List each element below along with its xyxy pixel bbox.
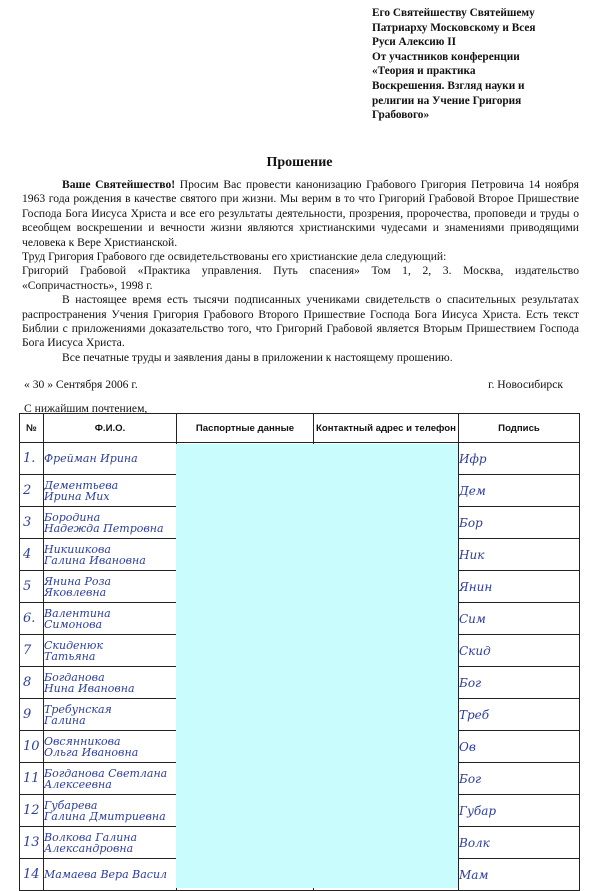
row-number: 6.: [20, 603, 44, 635]
row-signature: Бог: [459, 667, 580, 699]
row-signature: Бор: [459, 507, 580, 539]
name-line-2: Татьяна: [44, 649, 96, 663]
name-line-1: Богданова: [44, 670, 105, 684]
row-number: 12: [20, 795, 44, 827]
row-signature: Дем: [459, 475, 580, 507]
row-full-name: [44, 539, 177, 571]
document-title: Прошение: [266, 155, 333, 170]
row-signature: Ник: [459, 539, 580, 571]
row-full-name: [44, 475, 177, 507]
name-line-2: Алексеевна: [44, 777, 112, 791]
address-line: «Теория и практика: [372, 65, 476, 78]
row-signature: Треб: [459, 699, 580, 731]
row-number: 13: [20, 827, 44, 859]
name-line-2: Нина Ивановна: [44, 681, 135, 695]
row-full-name: [44, 731, 177, 763]
name-line-2: Надежда Петровна: [44, 521, 164, 535]
row-full-name: [44, 571, 177, 603]
name-line-2: Галина: [44, 713, 86, 727]
name-line-2: Яковлевна: [44, 585, 107, 599]
row-signature: Волк: [459, 827, 580, 859]
row-full-name: [44, 507, 177, 539]
paragraph-5: Все печатные труды и заявления даны в приложении к настоящему прошению.: [62, 350, 453, 364]
paragraph-1-text: Просим Вас провести канонизацию Грабового Григория Петровича 14 ноября 1963 года рождения в качестве святого при жизни. Мы верим в то что Григорий Грабовой Второе Пришествие Господа Бога Иисуса Христа и все его результаты деятельности, прозрения, пророчества, проповеди и труды о всеобщем воскрешении и вечности жизни являются христианскими чудесами и знамениями приводящими человека к Вере Христианской.: [22, 178, 579, 249]
name-line-1: Фрейман Ирина: [44, 452, 138, 465]
header-contact: Контактный адрес и телефон: [314, 414, 459, 443]
row-full-name: [44, 859, 177, 891]
row-signature: Бог: [459, 763, 580, 795]
name-line-1: Богданова Светлана: [44, 766, 168, 780]
name-line-2: Ирина Мих: [44, 489, 110, 503]
address-line: Руси Алексию II: [372, 36, 457, 49]
row-number: 2: [20, 475, 44, 507]
name-line-1: Дементьева: [44, 478, 119, 492]
header-name: Ф.И.О.: [44, 414, 177, 443]
paragraph-4: В настоящее время есть тысячи подписанных учениками свидетельств о спасительных результатах распространения Учения Григория Грабового Второго Пришествие Господа Бога Иисуса Христа. Есть текст Библии с приложениями доказательство того, что Григорий Грабовой является Вторым Пришествием Господа Бога Иисуса Христа.: [22, 293, 579, 350]
row-signature: Губар: [459, 795, 580, 827]
redaction-block: [176, 444, 458, 888]
row-number: 9: [20, 699, 44, 731]
row-number: 10: [20, 731, 44, 763]
row-signature: Мам: [459, 859, 580, 891]
row-signature: Ов: [459, 731, 580, 763]
name-line-1: Валентина: [44, 606, 111, 620]
row-full-name: [44, 699, 177, 731]
row-number: 3: [20, 507, 44, 539]
address-line: Грабового»: [372, 109, 430, 122]
row-full-name: [44, 635, 177, 667]
row-full-name: [44, 667, 177, 699]
greeting: Ваше Святейшество!: [62, 178, 176, 191]
petition-body: [22, 178, 579, 365]
row-number: 8: [20, 667, 44, 699]
address-line: религии на Учение Григория: [372, 94, 522, 107]
row-number: 7: [20, 635, 44, 667]
name-line-1: Скиденюк: [44, 638, 104, 652]
address-line: Воскрешения. Взгляд науки и: [372, 79, 525, 92]
name-line-1: Губарева: [44, 798, 98, 812]
name-line-2: Галина Дмитриевна: [44, 809, 166, 823]
address-line: Патриарху Московскому и Всея: [372, 21, 536, 34]
address-line: От участников конференции: [372, 50, 520, 63]
row-full-name: [44, 827, 177, 859]
paragraph-1: [22, 178, 579, 250]
paragraph-2: Труд Григория Грабового где освидетельствованы его христианские дела следующий:: [22, 250, 447, 264]
row-full-name: [44, 443, 177, 475]
row-number: 5: [20, 571, 44, 603]
recipient-address: [372, 6, 594, 123]
row-number: 11: [20, 763, 44, 795]
name-line-1: Требунская: [44, 702, 112, 716]
name-line-1: Мамаева Вера Васил: [44, 868, 168, 881]
header-passport: Паспортные данные: [177, 414, 314, 443]
name-line-2: Симонова: [44, 617, 103, 631]
row-full-name: [44, 795, 177, 827]
row-full-name: [44, 603, 177, 635]
city: г. Новосибирск: [488, 378, 563, 391]
name-line-1: Овсянникова: [44, 734, 121, 748]
row-signature: Янин: [459, 571, 580, 603]
row-signature: Скид: [459, 635, 580, 667]
row-number: 4: [20, 539, 44, 571]
row-number: 14: [20, 859, 44, 891]
row-full-name: [44, 763, 177, 795]
name-line-2: Ольга Ивановна: [44, 745, 139, 759]
name-line-2: Галина Ивановна: [44, 553, 146, 567]
closing-phrase: С нижайшим почтением,: [24, 402, 148, 415]
header-signature: Подпись: [459, 414, 580, 443]
row-signature: Ифр: [459, 443, 580, 475]
address-line: Его Святейшеству Святейшему: [372, 7, 535, 19]
table-header-row: [20, 414, 580, 443]
name-line-1: Волкова Галина: [44, 830, 138, 844]
name-line-1: Бородина: [44, 510, 101, 524]
paragraph-3: Григорий Грабовой «Практика управления. Путь спасения» Том 1, 2, 3. Москва, издательство «Сопричастность», 1998 г.: [22, 264, 579, 292]
row-number: 1.: [20, 443, 44, 475]
name-line-1: Никишкова: [44, 542, 111, 556]
name-line-2: Александровна: [44, 841, 134, 855]
date: « 30 » Сентября 2006 г.: [24, 378, 138, 391]
row-signature: Сим: [459, 603, 580, 635]
header-number: №: [20, 414, 44, 443]
name-line-1: Янина Роза: [44, 574, 112, 588]
